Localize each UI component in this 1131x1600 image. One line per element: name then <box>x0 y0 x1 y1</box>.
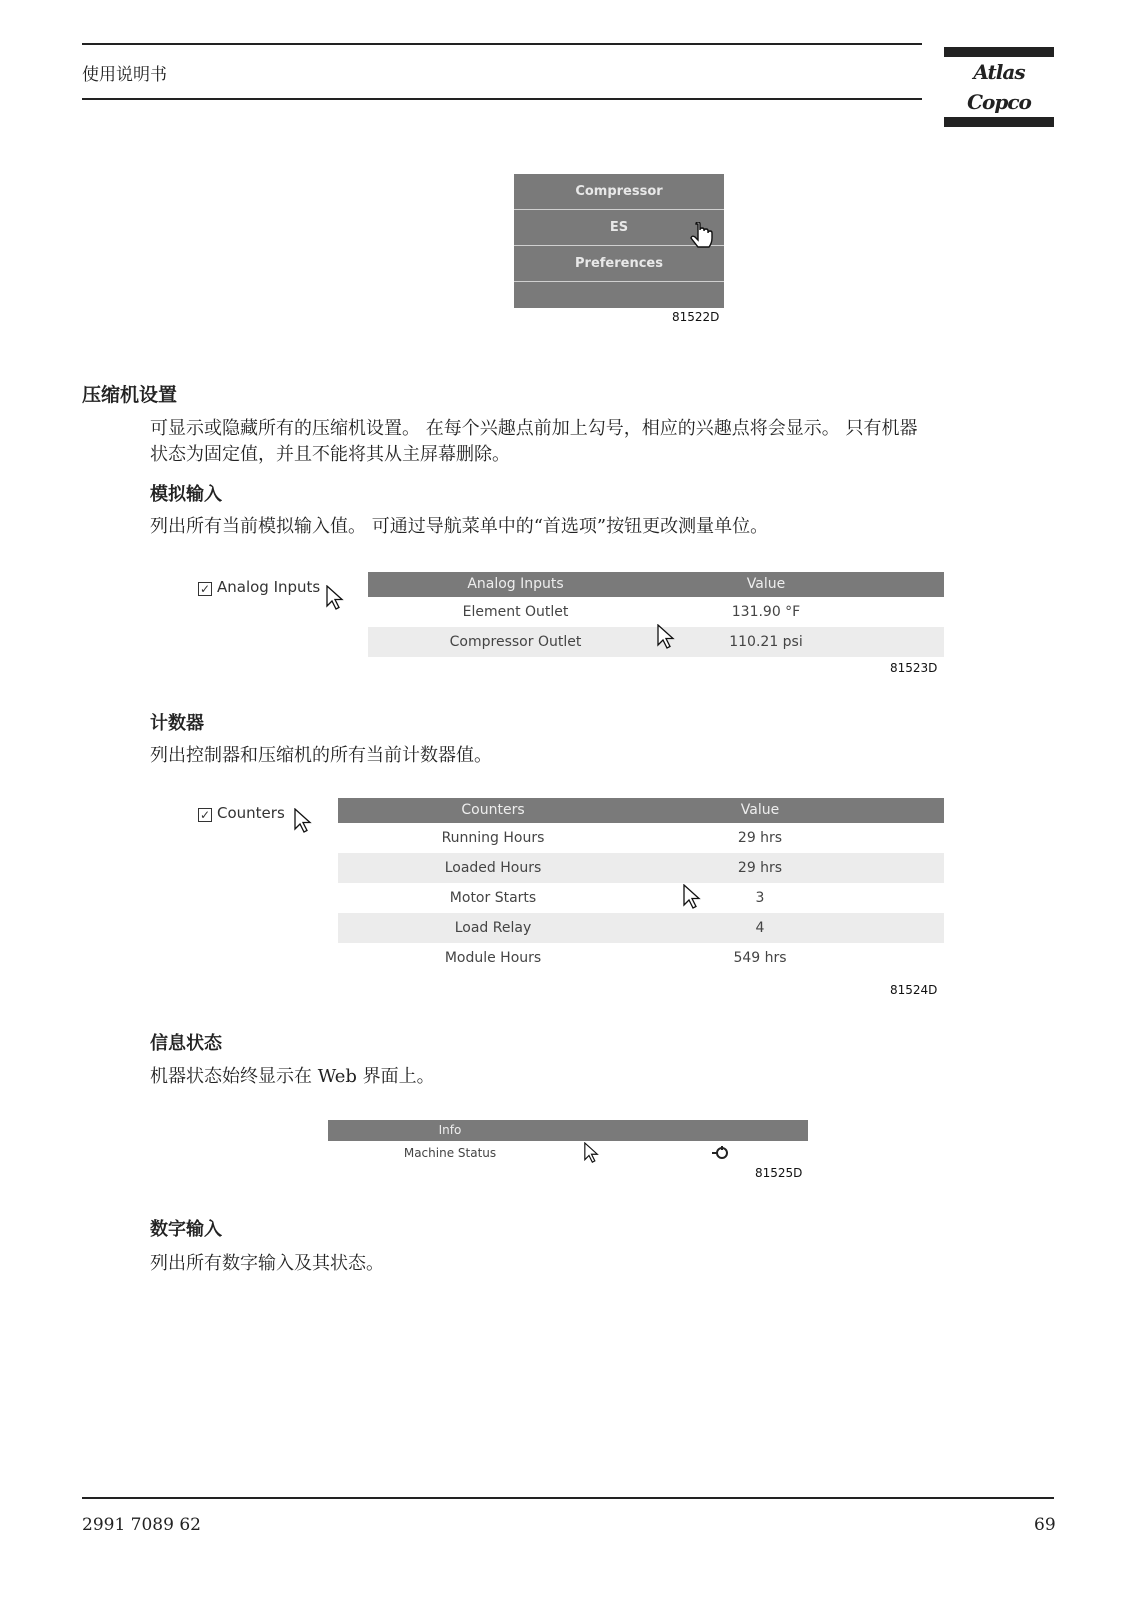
menu-item-compressor[interactable]: Compressor <box>514 174 724 210</box>
digital-title: 数字输入 <box>150 1219 222 1240</box>
arrow-cursor-icon <box>657 624 675 650</box>
counters-checkbox[interactable] <box>198 804 285 822</box>
doc-number: 2991 7089 62 <box>82 1515 201 1535</box>
table-row: Module Hours 549 hrs <box>444 950 787 966</box>
section-title: 压缩机设置 <box>82 384 178 406</box>
hand-pointer-icon <box>690 222 716 254</box>
analog-table <box>368 572 944 657</box>
table-row <box>328 1141 808 1165</box>
checkbox-checked-icon[interactable]: ✓ <box>199 808 211 822</box>
table-row: Running Hours 29 hrs <box>441 830 783 846</box>
figure-code: 81522D <box>672 310 720 324</box>
info-title: 信息状态 <box>150 1033 222 1054</box>
analog-title: 模拟输入 <box>150 484 222 505</box>
figure-code: 81524D <box>890 983 938 997</box>
table-row: Compressor Outlet 110.21 psi <box>368 627 944 657</box>
checkbox-checked-icon[interactable]: ✓ <box>199 582 211 596</box>
digital-text: 列出所有数字输入及其状态。 <box>150 1253 384 1274</box>
counters-title: 计数器 <box>150 713 204 734</box>
analog-checkbox[interactable] <box>198 578 320 596</box>
header-title: 使用说明书 <box>82 65 167 85</box>
counters-header-value: Value <box>740 802 780 818</box>
header-bottom-rule <box>82 98 922 100</box>
machine-status-label: Machine Status <box>403 1146 497 1160</box>
table-row: Motor Starts 3 <box>449 890 765 906</box>
counters-table <box>338 798 944 973</box>
arrow-cursor-icon <box>584 1142 599 1164</box>
table-row: Loaded Hours 29 hrs <box>338 853 944 883</box>
atlas-copco-logo: Atlas Copco <box>944 47 1054 127</box>
header-top-rule <box>82 43 922 45</box>
analog-header-name: Analog Inputs <box>467 576 564 592</box>
page-number: 69 <box>1034 1515 1056 1535</box>
footer-rule <box>82 1497 1054 1499</box>
menu-item-preferences[interactable]: Preferences <box>514 246 724 282</box>
analog-text: 列出所有当前模拟输入值。 可通过导航菜单中的“首选项”按钮更改测量单位。 <box>150 516 769 537</box>
arrow-cursor-icon <box>294 808 312 834</box>
counters-header-name: Counters <box>461 802 525 818</box>
arrow-cursor-icon <box>683 884 701 910</box>
machine-status-icon <box>712 1145 730 1161</box>
info-text: 机器状态始终显示在 Web 界面上。 <box>150 1066 435 1087</box>
analog-checkbox-label: Analog Inputs <box>217 578 321 596</box>
figure-code: 81523D <box>890 661 938 675</box>
info-table <box>328 1120 808 1165</box>
counters-checkbox-label: Counters <box>217 804 285 822</box>
table-row: Element Outlet 131.90 °F <box>462 604 801 620</box>
analog-header-value: Value <box>746 576 786 592</box>
counters-text: 列出控制器和压缩机的所有当前计数器值。 <box>150 745 492 766</box>
section-intro-line1: 可显示或隐藏所有的压缩机设置。 在每个兴趣点前加上勾号，相应的兴趣点将会显示。 只有机器 <box>150 418 918 439</box>
menu-item-es[interactable]: ES <box>514 210 724 246</box>
arrow-cursor-icon <box>326 585 344 611</box>
info-header: Info <box>438 1123 462 1137</box>
section-intro-line2: 状态为固定值，并且不能将其从主屏幕删除。 <box>150 444 510 465</box>
figure-code: 81525D <box>755 1166 803 1180</box>
table-row: Load Relay 4 <box>338 913 944 943</box>
